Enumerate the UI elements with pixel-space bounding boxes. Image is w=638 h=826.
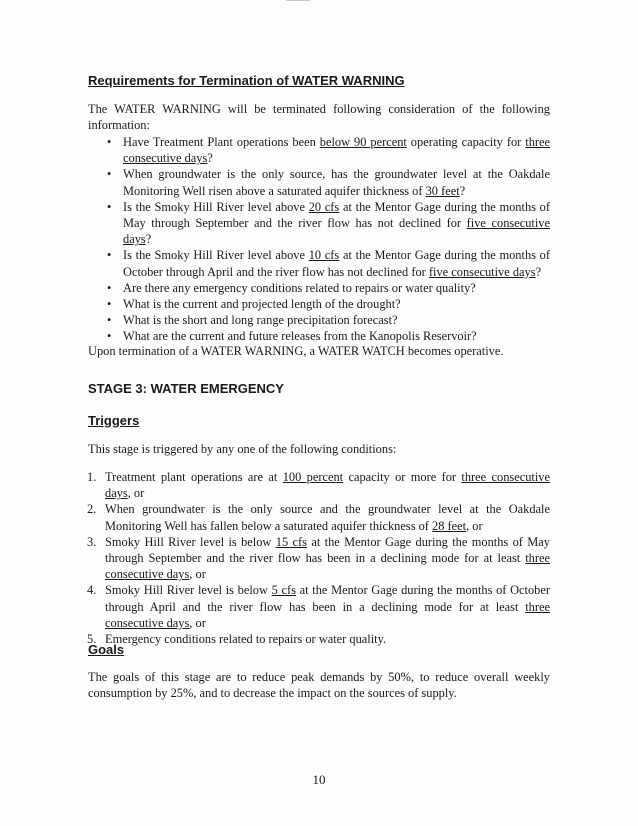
goals-heading: Goals [88,642,125,657]
list-item: • Have Treatment Plant operations been below 90 percent operating capacity for three consecutive days? [105,134,550,166]
list-item: • What is the short and long range precipitation forecast? [105,312,550,328]
list-item: • What is the current and projected length of the drought? [105,296,550,312]
scan-mark [286,0,310,4]
list-item: 4. Smoky Hill River level is below 5 cfs at the Mentor Gage during the months of October through April and the river flow has been in a declining mode for at least three consecutive days, or [87,583,550,630]
list-item: • Is the Smoky Hill River level above 20 cfs at the Mentor Gage during the months of May through September and the river flow has not declined for five consecutive days? [105,199,550,248]
termination-closing: Upon termination of a WATER WARNING, a WATER WATCH becomes operative. [88,344,504,358]
termination-list [105,134,550,345]
list-item: 2. When groundwater is the only source and the groundwater level at the Oakdale Monitoring Well has fallen below a saturated aquifer thickness of 28 feet, or [87,502,550,533]
goals-text: The goals of this stage are to reduce peak demands by 50%, to reduce overall weekly consumption by 25%, and to decrease the impact on the sources of supply. [88,670,550,701]
page-number: 10 [312,772,326,787]
list-item: • What are the current and future releases from the Kanopolis Reservoir? [105,328,550,344]
termination-intro: The WATER WARNING will be terminated following consideration of the following information: [88,102,550,133]
termination-heading: Requirements for Termination of WATER WARNING [88,73,405,88]
list-item: • Are there any emergency conditions related to repairs or water quality? [105,280,550,296]
list-item: • When groundwater is the only source, has the groundwater level at the Oakdale Monitoring Well risen above a saturated aquifer thickness of 30 feet? [105,166,550,198]
list-item: 5. Emergency conditions related to repairs or water quality. [87,632,387,647]
stage3-heading: STAGE 3: WATER EMERGENCY [88,381,284,396]
triggers-list [87,469,550,647]
list-item: 3. Smoky Hill River level is below 15 cfs at the Mentor Gage during the months of May through September and the river flow has been in a declining mode for at least three consecutive days, or [87,534,551,582]
triggers-heading: Triggers [88,413,140,428]
list-item: 1. Treatment plant operations are at 100 percent capacity or more for three consecutive days, or [87,470,550,501]
triggers-intro: This stage is triggered by any one of the following conditions: [88,442,397,456]
list-item: • Is the Smoky Hill River level above 10 cfs at the Mentor Gage during the months of October through April and the river flow has not declined for five consecutive days? [105,247,550,279]
